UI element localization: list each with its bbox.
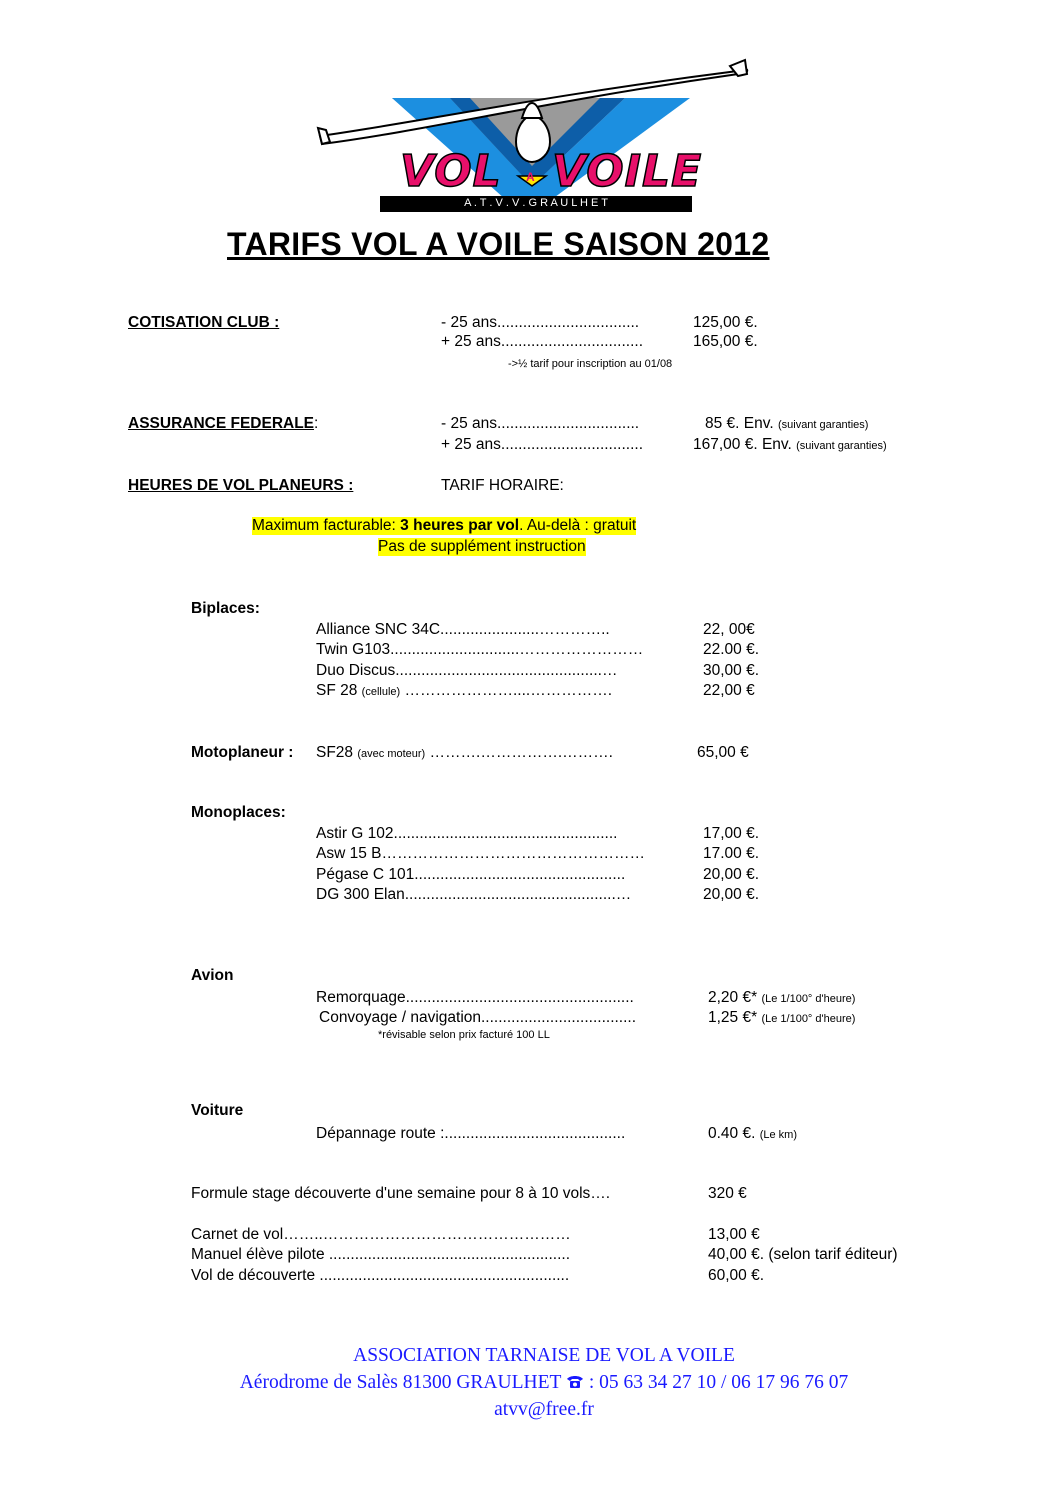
assurance-row2-price-group bbox=[693, 436, 887, 455]
assurance-row2-price: 167,00 €. Env. bbox=[693, 436, 792, 453]
notice-line1-a: Maximum facturable: bbox=[252, 517, 401, 534]
assurance-row1-price-group bbox=[705, 415, 868, 434]
monoplaces-row-3-name: Pégase C 101................................................. bbox=[316, 866, 626, 883]
avion-row-1-note: (Le 1/100° d'heure) bbox=[761, 993, 856, 1005]
extras-row-2-name: Manuel élève pilote ........................................................ bbox=[191, 1246, 571, 1263]
extras-row-3-price: 60,00 €. bbox=[708, 1267, 765, 1284]
logo-word-a: A bbox=[526, 170, 535, 184]
biplaces-row-1-price: 22, 00€ bbox=[703, 621, 755, 638]
avion-row-1-price: 2,20 €* bbox=[708, 989, 758, 1006]
voiture-label: Voiture bbox=[191, 1102, 244, 1119]
motoplaneur-note: (avec moteur) bbox=[357, 748, 426, 760]
assurance-row1-price: 85 €. Env. bbox=[705, 415, 774, 432]
cotisation-row2-price: 165,00 €. bbox=[693, 333, 758, 350]
assurance-colon: : bbox=[314, 415, 319, 432]
footer-address bbox=[0, 1372, 1058, 1394]
voiture-row-note: (Le km) bbox=[759, 1129, 797, 1141]
avion-footnote: *révisable selon prix facturé 100 LL bbox=[378, 1029, 550, 1041]
assurance-label: ASSURANCE FEDERALE bbox=[128, 415, 315, 432]
notice-line1 bbox=[252, 517, 636, 535]
monoplaces-row-1-price: 17,00 €. bbox=[703, 825, 760, 842]
avion-label: Avion bbox=[191, 967, 234, 984]
club-logo bbox=[300, 58, 770, 218]
biplaces-row-2-name: Twin G103..............................…………………… bbox=[316, 641, 644, 658]
heures-label: HEURES DE VOL PLANEURS : bbox=[128, 477, 354, 494]
extras-row-2-price: 40,00 €. (selon tarif éditeur) bbox=[708, 1246, 898, 1263]
motoplaneur-dots: ……….…………….………. bbox=[425, 744, 613, 761]
footer-phone: : 05 63 34 27 10 / 06 17 96 76 07 bbox=[583, 1372, 849, 1393]
monoplaces-row-2-name: Asw 15 B…………………………………………… bbox=[316, 845, 645, 862]
logo-subtitle: A . T . V . V . G R A U L H E T bbox=[464, 197, 608, 209]
cotisation-row2-label: + 25 ans................................. bbox=[441, 333, 644, 350]
avion-row-2-price-group bbox=[708, 1009, 855, 1028]
avion-row-1-price-group bbox=[708, 989, 855, 1008]
biplaces-row-1-name: Alliance SNC 34C.......................………….. bbox=[316, 621, 610, 638]
assurance-row1-label: - 25 ans................................. bbox=[441, 415, 640, 432]
cotisation-note: ->½ tarif pour inscription au 01/08 bbox=[508, 358, 673, 370]
avion-row-2-price: 1,25 €* bbox=[708, 1009, 758, 1026]
extras-row-1-name: Carnet de vol……..………………………………………… bbox=[191, 1226, 571, 1243]
biplaces-row-3-name: Duo Discus................................................… bbox=[316, 662, 618, 679]
biplaces-row-4-price: 22,00 € bbox=[703, 682, 755, 699]
monoplaces-label: Monoplaces: bbox=[191, 804, 286, 821]
monoplaces-row-3-price: 20,00 €. bbox=[703, 866, 760, 883]
biplaces-row-4-name bbox=[316, 682, 612, 701]
notice-line2: Pas de supplément instruction bbox=[378, 538, 586, 555]
assurance-heading bbox=[128, 415, 318, 433]
logo-word-voile: VOILE bbox=[552, 146, 703, 197]
extras-row-1-price: 13,00 € bbox=[708, 1226, 760, 1243]
cotisation-label: COTISATION CLUB : bbox=[128, 314, 280, 331]
notice-line1-bold: 3 heures par vol bbox=[400, 517, 520, 534]
avion-row-2-name: Convoyage / navigation.................................... bbox=[319, 1009, 637, 1026]
assurance-row2-label: + 25 ans................................. bbox=[441, 436, 644, 453]
biplaces-row-4-model: SF 28 bbox=[316, 682, 362, 699]
avion-row-1-name: Remorquage..................................................... bbox=[316, 989, 634, 1006]
monoplaces-row-2-price: 17.00 €. bbox=[703, 845, 760, 862]
assurance-row1-note: (suivant garanties) bbox=[777, 419, 869, 431]
stage-price: 320 € bbox=[708, 1185, 747, 1202]
extras-row-3-name: Vol de découverte .......................................................... bbox=[191, 1267, 570, 1284]
avion-row-2-note: (Le 1/100° d'heure) bbox=[761, 1013, 856, 1025]
biplaces-row-4-note: (cellule) bbox=[361, 686, 401, 698]
logo-word-vol: VOL bbox=[400, 146, 502, 197]
voiture-row-name: Dépannage route :.......................................... bbox=[316, 1125, 626, 1142]
biplaces-row-3-price: 30,00 €. bbox=[703, 662, 760, 679]
motoplaneur-model: SF28 bbox=[316, 744, 358, 761]
footer-association: ASSOCIATION TARNAISE DE VOL A VOILE bbox=[353, 1345, 735, 1366]
footer-email[interactable]: atvv@free.fr bbox=[494, 1399, 594, 1420]
biplaces-row-2-price: 22.00 €. bbox=[703, 641, 760, 658]
motoplaneur-name bbox=[316, 744, 613, 763]
assurance-row2-note: (suivant garanties) bbox=[796, 440, 887, 452]
monoplaces-row-4-name: DG 300 Elan.................................................… bbox=[316, 886, 632, 903]
voiture-row-price-group bbox=[708, 1125, 797, 1144]
cotisation-row1-price: 125,00 €. bbox=[693, 314, 758, 331]
monoplaces-row-4-price: 20,00 €. bbox=[703, 886, 760, 903]
voiture-row-price: 0.40 €. bbox=[708, 1125, 756, 1142]
motoplaneur-price: 65,00 € bbox=[697, 744, 749, 761]
notice-line1-c: . Au-delà : gratuit bbox=[519, 517, 637, 534]
heures-tarif: TARIF HORAIRE: bbox=[441, 477, 564, 494]
stage-label: Formule stage découverte d'une semaine pour 8 à 10 vols…. bbox=[191, 1185, 611, 1202]
biplaces-label: Biplaces: bbox=[191, 600, 260, 617]
monoplaces-row-1-name: Astir G 102.................................................... bbox=[316, 825, 618, 842]
cotisation-row1-label: - 25 ans................................. bbox=[441, 314, 640, 331]
motoplaneur-label: Motoplaneur : bbox=[191, 744, 294, 761]
biplaces-row-4-dots: …………………....……………. bbox=[400, 682, 613, 699]
phone-icon bbox=[566, 1373, 584, 1387]
page-title: TARIFS VOL A VOILE SAISON 2012 bbox=[227, 226, 770, 262]
footer-address-text: Aérodrome de Salès 81300 GRAULHET bbox=[239, 1372, 566, 1393]
